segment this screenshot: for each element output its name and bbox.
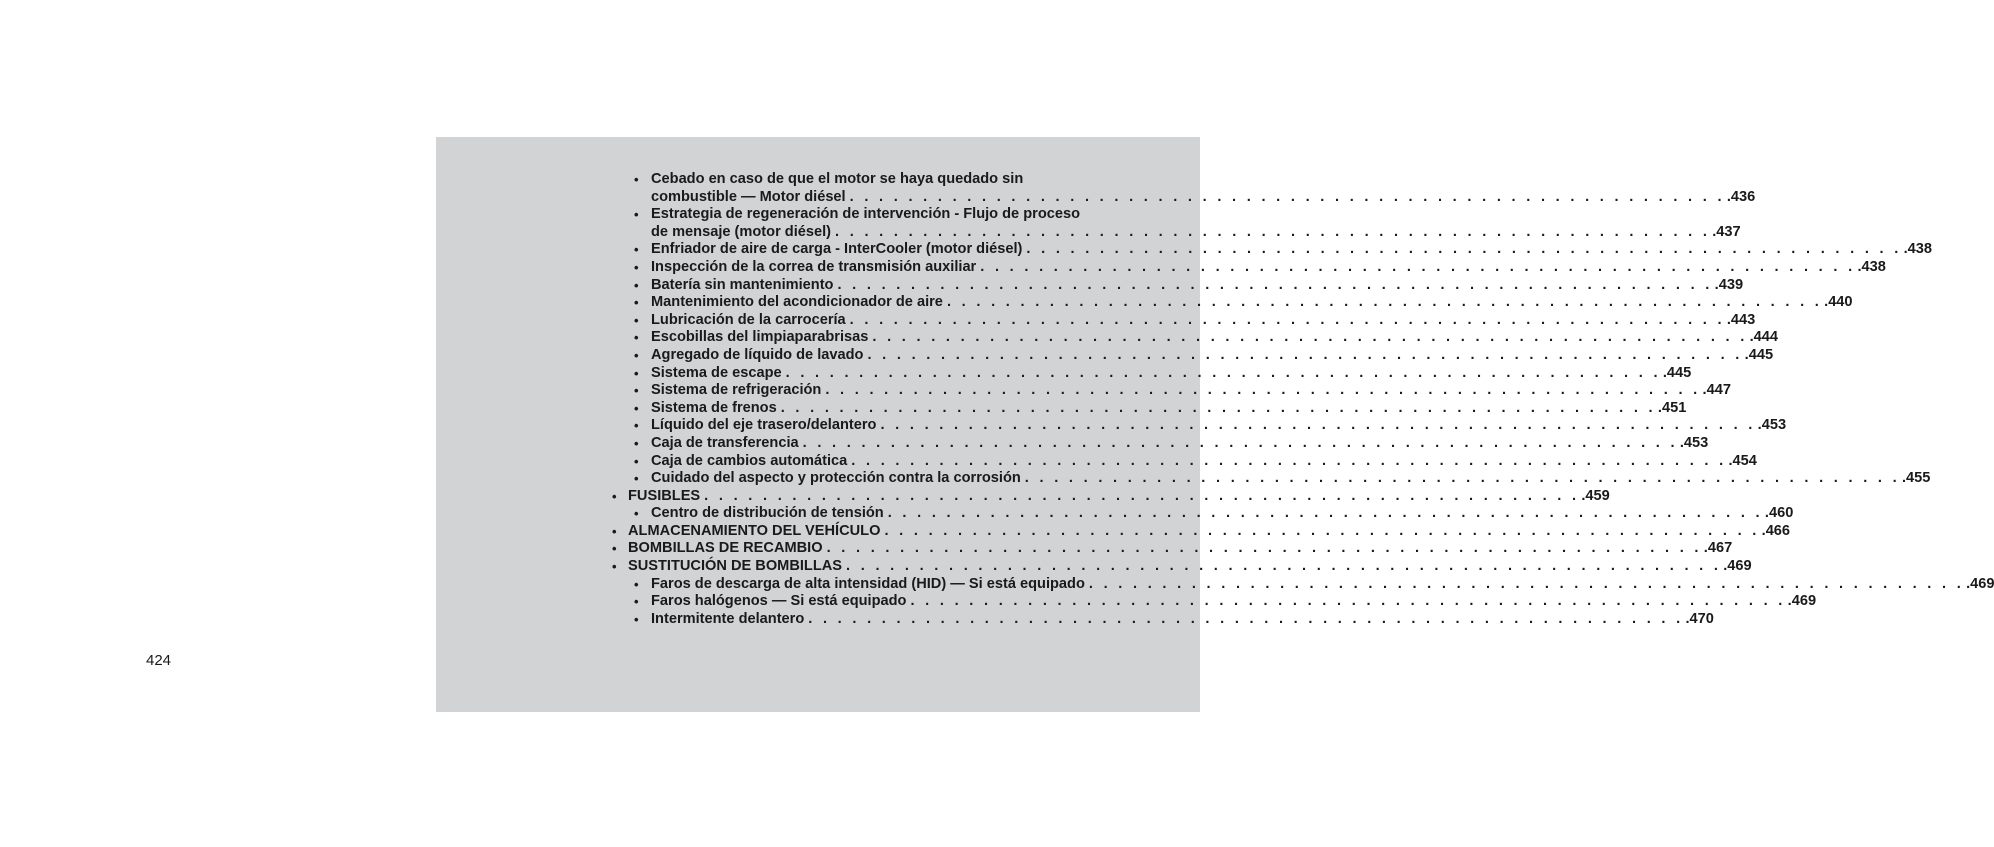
toc-entry [611, 575, 1994, 594]
toc-entry-title: Sistema de refrigeración [651, 382, 822, 399]
toc-entry-title: de mensaje (motor diésel) [651, 223, 832, 240]
toc-entry-page: .466 [1761, 522, 1791, 539]
toc-entry-title: ALMACENAMIENTO DEL VEHÍCULO [628, 522, 881, 539]
toc-entry-page: .436 [1726, 188, 1756, 205]
bullet-icon: • [634, 330, 639, 346]
toc-entry [611, 276, 1744, 295]
dot-leader: . . . . . . . . . . . . . . . . . . . . . . . . . . . . . . . . . . . . . . . . . . . . . . . . . . . . . . . . . . . . [872, 329, 1748, 346]
toc-entry [611, 241, 1933, 259]
toc-entry-title: Mantenimiento del acondicionador de aire [651, 294, 943, 311]
toc-entry-page: .445 [1744, 346, 1774, 363]
dot-leader: . . . . . . . . . . . . . . . . . . . . . . . . . . . . . . . . . . . . . . . . . . . . . . . . . . . . . . . . . . . . [846, 558, 1722, 575]
toc-entry [611, 558, 1752, 576]
dot-leader: . . . . . . . . . . . . . . . . . . . . . . . . . . . . . . . . . . . . . . . . . . . . . . . . . . . . . . . . . . . . [825, 382, 1701, 399]
dot-leader: . . . . . . . . . . . . . . . . . . . . . . . . . . . . . . . . . . . . . . . . . . . . . . . . . . . . . . . . . . . . [835, 223, 1711, 240]
toc-entry [611, 522, 1791, 541]
toc-entry [611, 610, 1714, 629]
toc-entry [611, 399, 1687, 418]
dot-leader: . . . . . . . . . . . . . . . . . . . . . . . . . . . . . . . . . . . . . . . . . . . . . . . . . . . . . . . . . . . . [867, 346, 1743, 363]
toc-entry [611, 223, 1741, 242]
toc-entry-page: .460 [1764, 505, 1794, 522]
bullet-icon: • [634, 506, 639, 522]
toc-entry-page: .443 [1726, 311, 1756, 328]
bullet-icon: • [634, 576, 639, 592]
toc-entry-title: Caja de cambios automática [651, 452, 848, 469]
bullet-icon: • [634, 242, 639, 258]
bullet-icon: • [634, 453, 639, 469]
dot-leader: . . . . . . . . . . . . . . . . . . . . . . . . . . . . . . . . . . . . . . . . . . . . . . . . . . . . . . . . . . . . [849, 311, 1725, 328]
toc-entry [611, 346, 1774, 365]
toc-entry-title: Escobillas del limpiaparabrisas [651, 329, 869, 346]
toc-entry-page: .469 [1723, 558, 1752, 575]
toc-entry [611, 452, 1757, 471]
toc-entry-page: .469 [1787, 593, 1817, 610]
toc-entry [611, 434, 1709, 453]
dot-leader: . . . . . . . . . . . . . . . . . . . . . . . . . . . . . . . . . . . . . . . . . . . . . . . . . . . . . . . . . . . . [849, 188, 1725, 205]
toc-entry-title: Sistema de frenos [651, 399, 777, 416]
toc-entry-title: Centro de distribución de tensión [651, 505, 884, 522]
bullet-icon: • [634, 365, 639, 381]
dot-leader: . . . . . . . . . . . . . . . . . . . . . . . . . . . . . . . . . . . . . . . . . . . . . . . . . . . . . . . . . . . . [1026, 241, 1902, 258]
toc-entry-page: .470 [1685, 610, 1714, 627]
page-number: 424 [146, 652, 172, 669]
toc-entry [611, 505, 1794, 523]
dot-leader: . . . . . . . . . . . . . . . . . . . . . . . . . . . . . . . . . . . . . . . . . . . . . . . . . . . . . . . . . . . . [704, 487, 1580, 504]
dot-leader: . . . . . . . . . . . . . . . . . . . . . . . . . . . . . . . . . . . . . . . . . . . . . . . . . . . . . . . . . . . . [1024, 470, 1900, 487]
toc-entry-page: .445 [1662, 364, 1692, 381]
toc-entry-title: Inspección de la correa de transmisión auxiliar [651, 258, 977, 275]
toc-entry [611, 593, 1817, 611]
toc-entry-title: Batería sin mantenimiento [651, 276, 834, 293]
toc-entry [611, 171, 1152, 189]
toc-entry [611, 329, 1778, 347]
toc-entry [611, 294, 1853, 312]
toc-entry-page: .447 [1702, 382, 1731, 399]
toc-entry [611, 487, 1610, 506]
toc-entry [611, 382, 1731, 400]
toc-entry [611, 364, 1692, 383]
toc-entry-title: Cuidado del aspecto y protección contra la corrosión [651, 470, 1021, 487]
toc-entry-title: Estrategia de regeneración de intervención - Flujo de proceso [651, 206, 1081, 223]
bullet-icon: • [612, 541, 617, 557]
bullet-icon: • [634, 611, 639, 627]
bullet-icon: • [634, 312, 639, 328]
dot-leader: . . . . . . . . . . . . . . . . . . . . . . . . . . . . . . . . . . . . . . . . . . . . . . . . . . . . . . . . . . . . [780, 399, 1656, 416]
toc-entry-title: Faros halógenos — Si está equipado [651, 593, 907, 610]
toc-entry-page: .455 [1902, 470, 1931, 487]
toc-entry-page: .440 [1824, 294, 1853, 311]
dot-leader: . . . . . . . . . . . . . . . . . . . . . . . . . . . . . . . . . . . . . . . . . . . . . . . . . . . . . . . . . . . . [785, 364, 1661, 381]
dot-leader: . . . . . . . . . . . . . . . . . . . . . . . . . . . . . . . . . . . . . . . . . . . . . . . . . . . . . . . . . . . . [826, 540, 1702, 557]
dot-leader: . . . . . . . . . . . . . . . . . . . . . . . . . . . . . . . . . . . . . . . . . . . . . . . . . . . . . . . . . . . . [980, 258, 1856, 275]
toc-entry-title: SUSTITUCIÓN DE BOMBILLAS [628, 558, 843, 575]
toc-entry-title: Agregado de líquido de lavado [651, 346, 864, 363]
toc-entry-page: .451 [1657, 399, 1687, 416]
bullet-icon: • [634, 259, 639, 275]
bullet-icon: • [612, 488, 617, 504]
bullet-icon: • [634, 594, 639, 610]
toc-entry-title: Faros de descarga de alta intensidad (HID) — Si está equipado [651, 575, 1085, 592]
toc-entry [611, 206, 1152, 224]
bullet-icon: • [634, 383, 639, 399]
bullet-icon: • [634, 347, 639, 363]
toc-entry-page: .454 [1728, 452, 1757, 469]
toc-entry-page: .438 [1903, 241, 1933, 258]
toc-entry-title: Cebado en caso de que el motor se haya quedado sin [651, 171, 1024, 187]
bullet-icon: • [634, 295, 639, 311]
bullet-icon: • [634, 471, 639, 487]
dot-leader: . . . . . . . . . . . . . . . . . . . . . . . . . . . . . . . . . . . . . . . . . . . . . . . . . . . . . . . . . . . . [837, 276, 1713, 293]
toc-entry-page: .444 [1749, 329, 1778, 346]
toc-entry-title: Caja de transferencia [651, 434, 799, 451]
toc-entry [611, 540, 1733, 558]
bullet-icon: • [612, 559, 617, 575]
dot-leader: . . . . . . . . . . . . . . . . . . . . . . . . . . . . . . . . . . . . . . . . . . . . . . . . . . . . . . . . . . . . [1088, 575, 1965, 592]
toc-entry-page: .453 [1679, 434, 1709, 451]
toc-entry-title: Líquido del eje trasero/delantero [651, 417, 877, 434]
toc-entry-title: combustible — Motor diésel [651, 188, 846, 205]
bullet-icon: • [612, 523, 617, 539]
dot-leader: . . . . . . . . . . . . . . . . . . . . . . . . . . . . . . . . . . . . . . . . . . . . . . . . . . . . . . . . . . . . [946, 294, 1823, 311]
dot-leader: . . . . . . . . . . . . . . . . . . . . . . . . . . . . . . . . . . . . . . . . . . . . . . . . . . . . . . . . . . . . [808, 610, 1684, 627]
toc-entry-page: .438 [1857, 258, 1886, 275]
bullet-icon: • [634, 400, 639, 416]
toc-entry [611, 311, 1756, 330]
toc-entry-page: .453 [1757, 417, 1787, 434]
toc-entry-page: .439 [1714, 276, 1744, 293]
bullet-icon: • [634, 277, 639, 293]
dot-leader: . . . . . . . . . . . . . . . . . . . . . . . . . . . . . . . . . . . . . . . . . . . . . . . . . . . . . . . . . . . . [880, 417, 1756, 434]
toc-entry-title: BOMBILLAS DE RECAMBIO [628, 540, 823, 557]
toc-entry [611, 417, 1787, 435]
dot-leader: . . . . . . . . . . . . . . . . . . . . . . . . . . . . . . . . . . . . . . . . . . . . . . . . . . . . . . . . . . . . [887, 505, 1763, 522]
toc-entry-page: .469 [1966, 575, 1994, 592]
bullet-icon: • [634, 435, 639, 451]
toc-entry [611, 258, 1886, 277]
dot-leader: . . . . . . . . . . . . . . . . . . . . . . . . . . . . . . . . . . . . . . . . . . . . . . . . . . . . . . . . . . . . [910, 593, 1786, 610]
dot-leader: . . . . . . . . . . . . . . . . . . . . . . . . . . . . . . . . . . . . . . . . . . . . . . . . . . . . . . . . . . . . [802, 434, 1678, 451]
toc-entry-title: FUSIBLES [628, 487, 701, 504]
toc-entry-title: Enfriador de aire de carga - InterCooler (motor diésel) [651, 241, 1023, 258]
toc-entry-page: .467 [1703, 540, 1733, 557]
toc-entry-page: .437 [1712, 223, 1741, 240]
dot-leader: . . . . . . . . . . . . . . . . . . . . . . . . . . . . . . . . . . . . . . . . . . . . . . . . . . . . . . . . . . . . [851, 452, 1727, 469]
table-of-contents [611, 171, 1994, 628]
toc-entry-title: Sistema de escape [651, 364, 782, 381]
toc-entry [611, 470, 1931, 488]
bullet-icon: • [634, 418, 639, 434]
dot-leader: . . . . . . . . . . . . . . . . . . . . . . . . . . . . . . . . . . . . . . . . . . . . . . . . . . . . . . . . . . . . [884, 522, 1760, 539]
toc-entry-title: Lubricación de la carrocería [651, 311, 846, 328]
bullet-icon: • [634, 172, 639, 187]
toc-entry-title: Intermitente delantero [651, 610, 805, 627]
bullet-icon: • [634, 207, 639, 223]
toc-entry [611, 188, 1756, 207]
toc-entry-page: .459 [1581, 487, 1610, 504]
